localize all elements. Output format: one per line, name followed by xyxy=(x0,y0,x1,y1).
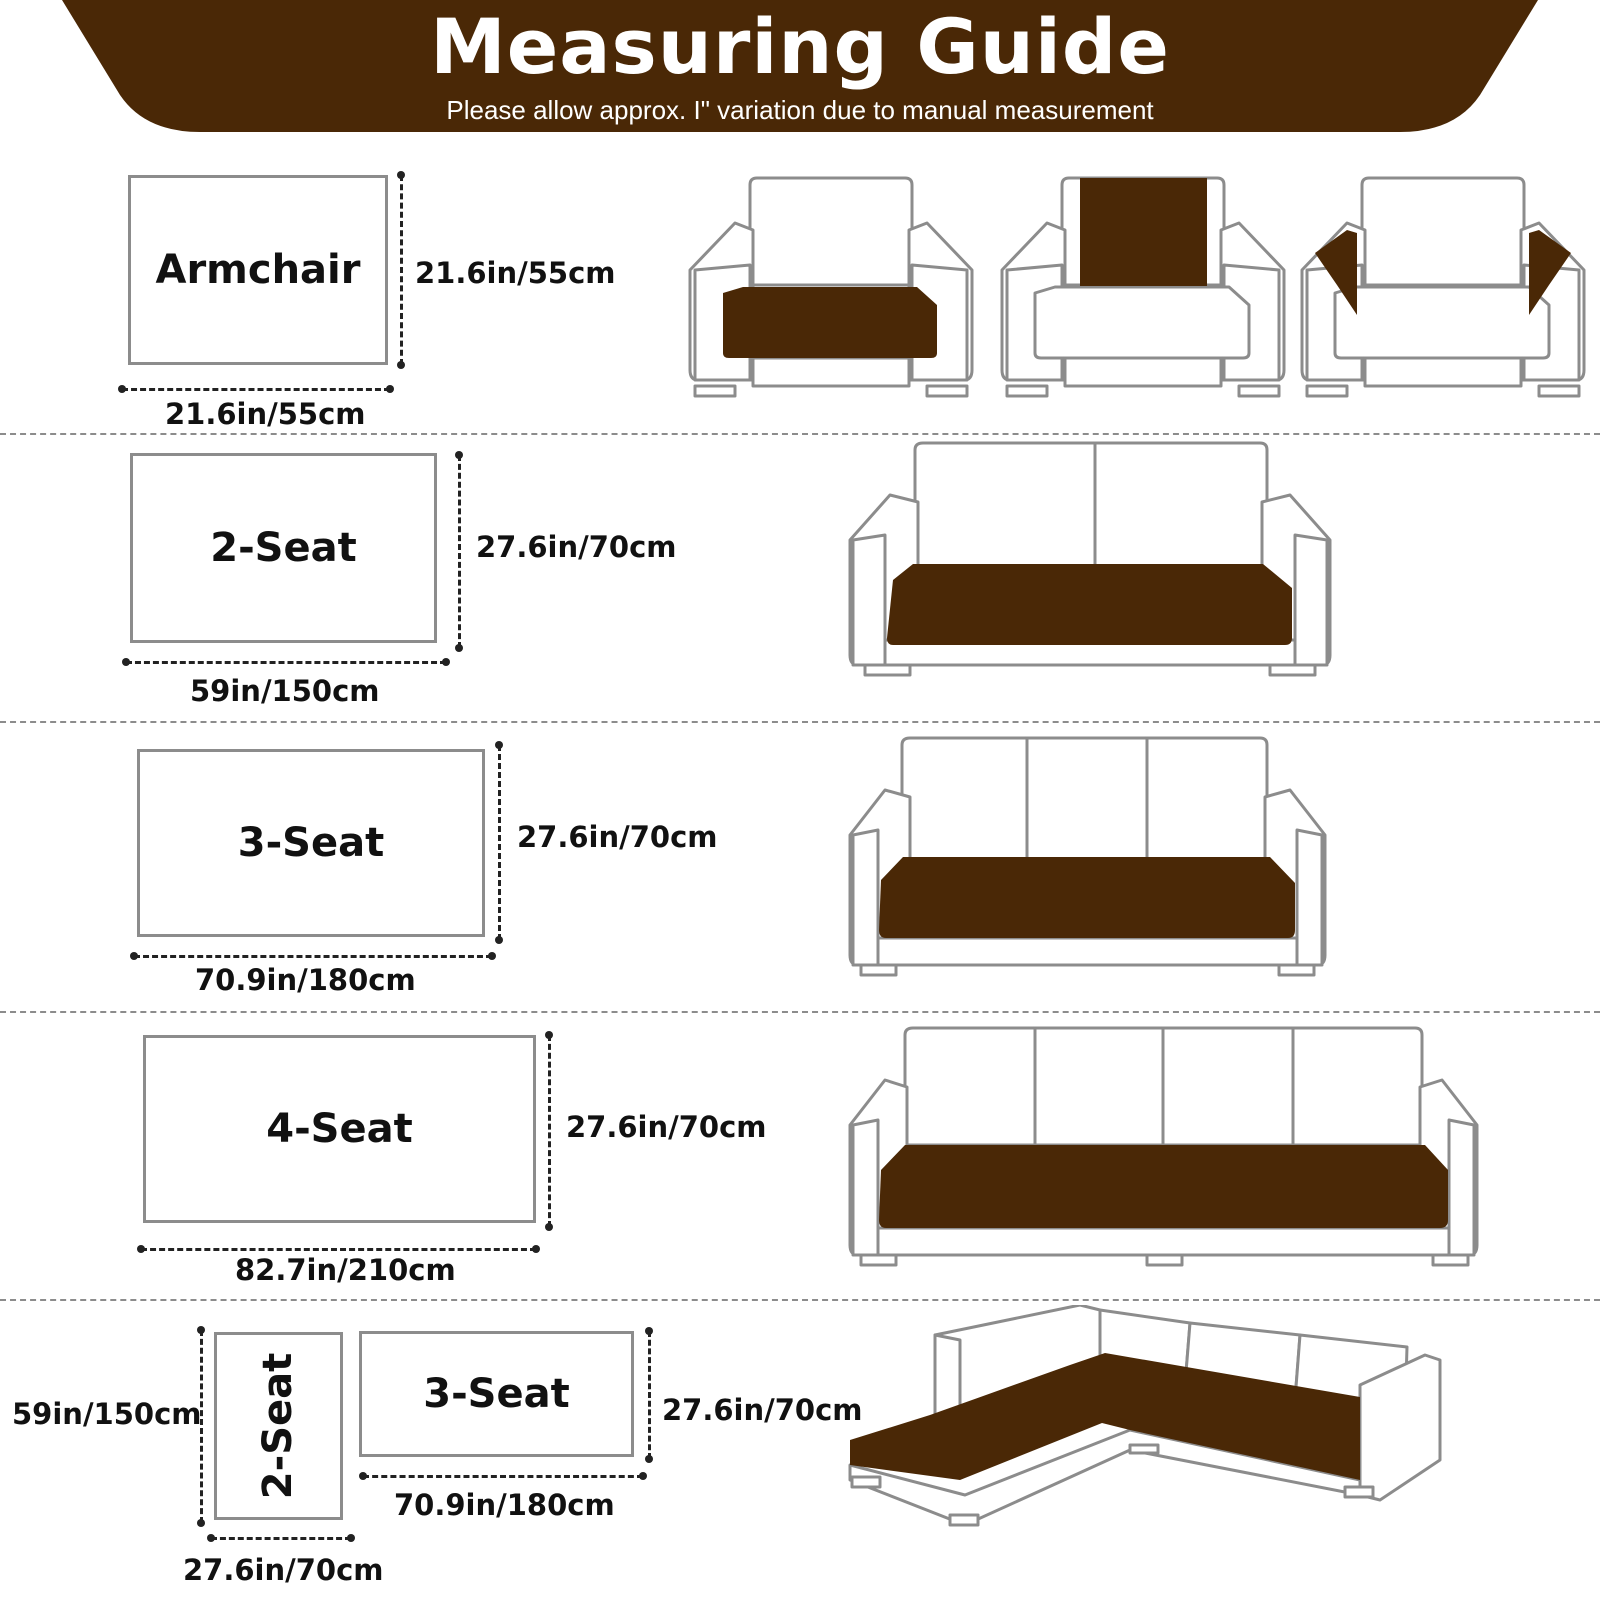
sectional-main-depth-dimension-line xyxy=(648,1331,651,1459)
four-seat-size-box xyxy=(143,1035,536,1223)
chaise-length-text: 59in/150cm xyxy=(12,1397,202,1431)
armchair-width-text: 21.6in/55cm xyxy=(165,397,366,431)
page-title: Measuring Guide xyxy=(430,2,1170,91)
four-seat-sofa-illustration xyxy=(845,1025,1485,1275)
page-subtitle: Please allow approx. I" variation due to manual measurement xyxy=(446,95,1154,125)
two-seat-label: 2-Seat xyxy=(210,525,357,571)
sectional-main-width-dimension-line xyxy=(363,1475,643,1478)
row-separator xyxy=(0,433,1600,435)
three-seat-label: 3-Seat xyxy=(237,820,385,866)
armchair-arm-cover-illustration xyxy=(1297,175,1597,410)
armchair-size-box xyxy=(128,175,388,365)
three-seat-width-text: 70.9in/180cm xyxy=(195,963,416,997)
four-seat-width-dimension-line xyxy=(141,1248,536,1251)
chaise-label: 2-Seat xyxy=(255,1352,302,1500)
four-seat-label: 4-Seat xyxy=(266,1106,413,1152)
header-banner xyxy=(0,0,1600,135)
two-seat-size-box xyxy=(130,453,437,643)
armchair-depth-dimension-line xyxy=(400,175,403,365)
three-seat-depth-text: 27.6in/70cm xyxy=(517,820,718,854)
sectional-main-size-box xyxy=(359,1331,634,1457)
three-seat-sofa-illustration xyxy=(845,735,1335,985)
sectional-main-depth-text: 27.6in/70cm xyxy=(662,1393,863,1427)
four-seat-depth-dimension-line xyxy=(548,1035,551,1227)
four-seat-depth-text: 27.6in/70cm xyxy=(566,1110,767,1144)
armchair-depth-text: 21.6in/55cm xyxy=(415,256,616,290)
four-seat-width-text: 82.7in/210cm xyxy=(235,1253,456,1287)
armchair-width-dimension-line xyxy=(122,388,390,391)
two-seat-width-text: 59in/150cm xyxy=(190,674,380,708)
row-separator xyxy=(0,721,1600,723)
sectional-main-label: 3-Seat xyxy=(423,1371,570,1417)
row-separator xyxy=(0,1011,1600,1013)
three-seat-width-dimension-line xyxy=(134,955,492,958)
two-seat-depth-dimension-line xyxy=(458,455,461,648)
chaise-width-text: 27.6in/70cm xyxy=(183,1553,384,1587)
armchair-seat-cover-illustration xyxy=(685,175,985,410)
armchair-label: Armchair xyxy=(155,247,361,293)
two-seat-sofa-illustration xyxy=(845,440,1335,690)
two-seat-depth-text: 27.6in/70cm xyxy=(476,530,677,564)
sectional-main-width-text: 70.9in/180cm xyxy=(394,1488,615,1522)
two-seat-width-dimension-line xyxy=(126,661,446,664)
sectional-sofa-illustration xyxy=(840,1305,1480,1545)
chaise-width-dimension-line xyxy=(211,1537,351,1540)
three-seat-size-box xyxy=(137,749,485,937)
armchair-back-cover-illustration xyxy=(997,175,1297,410)
chaise-size-box xyxy=(214,1332,343,1520)
three-seat-depth-dimension-line xyxy=(498,745,501,940)
row-separator xyxy=(0,1299,1600,1301)
